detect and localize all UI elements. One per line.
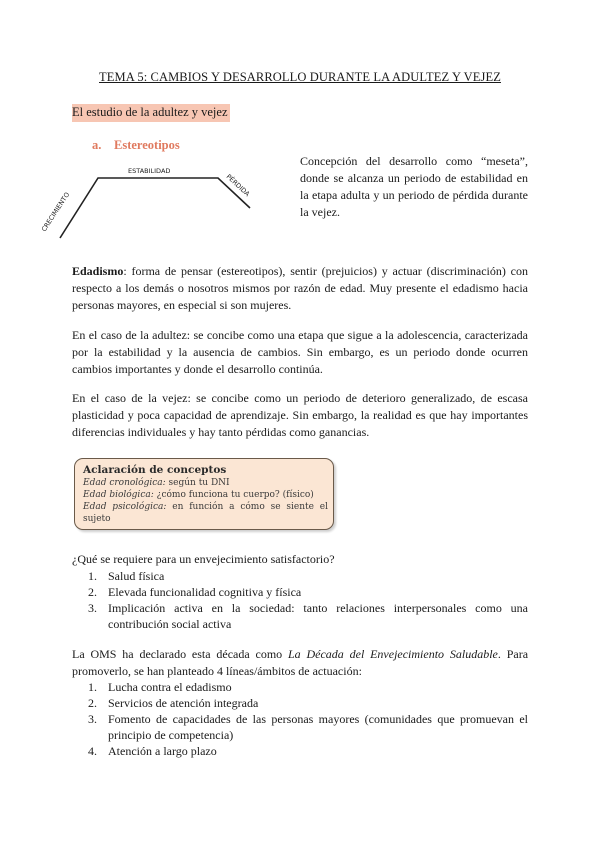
list-item: 1. Salud física — [88, 569, 165, 583]
list-item: 4. Atención a largo plazo — [88, 744, 217, 758]
edadismo-paragraph — [72, 263, 528, 314]
actions-list — [72, 679, 528, 759]
list-item: 3. Implicación activa en la sociedad: tanto relaciones interpersonales como una contribución social activa — [88, 601, 528, 631]
concept-term: Edad cronológica: — [83, 478, 166, 488]
concept-item — [83, 501, 328, 525]
concept-term: Edad biológica: — [83, 490, 154, 500]
concept-item — [83, 477, 328, 489]
adultez-paragraph: En el caso de la adultez: se concibe como una etapa que sigue a la adolescencia, caracterizada por la estabilidad y la ausencia de cambios. Sin embargo, es un periodo donde ocurren cambios importantes y donde el desarrollo continúa. — [72, 328, 528, 376]
meseta-diagram — [40, 160, 280, 240]
concept-item — [83, 489, 328, 501]
edadismo-definition: : forma de pensar (estereotipos), sentir (prejuicios) y actuar (discriminación) con respecto a los demás o nosotros mismos por razón de edad. Muy presente el edadismo hacia personas mayores, en especial si son mujeres. — [72, 264, 528, 312]
oms-paragraph: La OMS ha declarado esta década como La Década del Envejecimiento Saludable. Para promoverlo, se han planteado 4 líneas/ámbitos de actuación: — [72, 647, 529, 678]
diagram-label-growth: CRECIMIENTO — [40, 190, 72, 234]
concept-box-title: Aclaración de conceptos — [83, 464, 227, 476]
concept-text: en función a cómo se siente el sujeto — [83, 502, 328, 524]
list-item: 3. Fomento de capacidades de las personas mayores (comunidades que promuevan el principio de competencia) — [88, 712, 528, 742]
concept-text: según tu DNI — [165, 478, 230, 488]
requirements-list — [72, 568, 528, 632]
list-item: 2. Elevada funcionalidad cognitiva y física — [88, 585, 302, 599]
diagram-label-stability: ESTABILIDAD — [128, 167, 171, 175]
concept-term: Edad psicológica: — [83, 502, 167, 512]
subsection-label: Estereotipos — [114, 138, 180, 152]
concept-box — [74, 458, 334, 530]
vejez-paragraph: En el caso de la vejez: se concibe como un periodo de deterioro generalizado, de escasa plasticidad y poca capacidad de aprendizaje. Sin embargo, la realidad es que hay importantes diferencias individuales y hay tanto pérdidas como ganancias. — [72, 391, 528, 439]
concept-text: ¿cómo funciona tu cuerpo? (físico) — [153, 490, 314, 500]
meseta-description: Concepción del desarrollo como “meseta”, donde se alcanza un periodo de estabilidad en la etapa adulta y un periodo de pérdida durante la vejez. — [300, 154, 528, 219]
list-item: 2. Servicios de atención integrada — [88, 696, 259, 710]
section-heading: El estudio de la adultez y vejez — [72, 104, 230, 122]
subsection-letter: a. — [92, 138, 102, 152]
list-item: 1. Lucha contra el edadismo — [88, 680, 232, 694]
meseta-line — [60, 178, 250, 238]
subsection-heading — [92, 138, 180, 153]
requirements-question: ¿Qué se requiere para un envejecimiento satisfactorio? — [72, 552, 335, 566]
edadismo-term: Edadismo — [72, 264, 124, 278]
page-title: TEMA 5: CAMBIOS Y DESARROLLO DURANTE LA ADULTEZ Y VEJEZ — [99, 70, 501, 84]
diagram-label-loss: PÉRDIDA — [224, 172, 252, 199]
oms-decade-title: La Década del Envejecimiento Saludable — [287, 647, 498, 661]
